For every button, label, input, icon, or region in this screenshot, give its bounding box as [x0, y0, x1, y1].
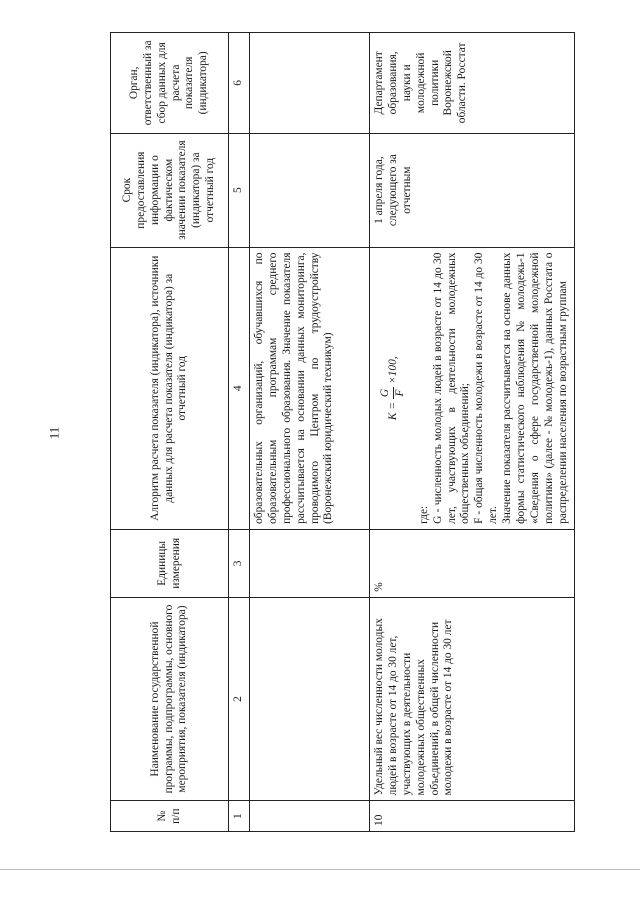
colnum-5: 5: [229, 133, 250, 247]
header-term: Срок предоставления информации о фактическом значении показателя (индикатора) за отчетный год: [111, 133, 229, 247]
colnum-2: 2: [229, 597, 250, 801]
colnum-1: 1: [229, 801, 250, 832]
row10-num: 10: [369, 801, 574, 832]
row10-algorithm: [369, 247, 574, 529]
formula: [379, 253, 408, 524]
data-source: Значение показателя рассчитывается на основе данных формы статистического наблюдения № молодежь-1 «Сведения о сфере государственной молодежной политики» (далее - № молодежь-1), данных Росстата о распределении населения по возрастным группам: [501, 252, 569, 524]
cont-org: [249, 33, 369, 134]
colnum-6: 6: [229, 33, 250, 134]
continuation-row: [249, 33, 369, 832]
formula-denominator: F: [393, 389, 406, 397]
row10-term: 1 апреля года, следующего за отчетным: [369, 133, 574, 247]
row10-unit: %: [369, 529, 574, 597]
row10-name: Удельный вес численности молодых людей в возрасте от 14 до 30 лет, участвующих в деятельности молодежных общественных объединений, в общей численности молодежи в возрасте от 14 до 30 лет: [369, 597, 574, 801]
definition-f: F - общая численность молодежи в возрасте от 14 до 30 лет.: [473, 252, 500, 524]
cont-num: [249, 801, 369, 832]
column-number-row: [229, 33, 250, 832]
header-num: № п/п: [111, 801, 229, 832]
header-algorithm: Алгоритм расчета показателя (индикатора), источники данных для расчета показателя (индикатора) за отчетный год: [111, 247, 229, 529]
formula-rhs: ×100,: [386, 356, 399, 384]
table-rotator: [110, 32, 568, 832]
cont-unit: [249, 529, 369, 597]
cont-name: [249, 597, 369, 801]
header-name: Наименование государственной программы, подпрограммы, основного мероприятия, показателя (индикатора): [111, 597, 229, 801]
cont-algorithm: образовательных организаций, обучавшихся по образовательным программам среднего профессионального образования. Значение показателя рассчитывается на основании данных мониторинга, проводимого Центром по трудоустройству (Воронежский юридический техникум): [249, 247, 369, 529]
page-number: 11: [46, 426, 62, 440]
cont-term: [249, 133, 369, 247]
header-org: Орган, ответственный за сбор данных для расчета показателя (индикатора): [111, 33, 229, 134]
colnum-3: 3: [229, 529, 250, 597]
where-label: где:: [417, 505, 430, 524]
formula-numerator: G: [379, 387, 394, 399]
table-row-10: [369, 33, 574, 832]
formula-lhs: K =: [386, 401, 399, 421]
formula-fraction: [379, 387, 408, 399]
header-unit: Единицы измерения: [111, 529, 229, 597]
scan-edge-line: [0, 869, 640, 870]
indicator-table: [110, 32, 575, 832]
colnum-4: 4: [229, 247, 250, 529]
row10-org: Департамент образования, науки и молодежной политики Воронежской области. Росстат: [369, 33, 574, 134]
header-row: [111, 33, 229, 832]
rotated-table-frame: [110, 32, 568, 832]
definition-g: G - численность молодых людей в возрасте от 14 до 30 лет, участвующих в деятельности молодежных общественных объединений;: [431, 252, 472, 524]
